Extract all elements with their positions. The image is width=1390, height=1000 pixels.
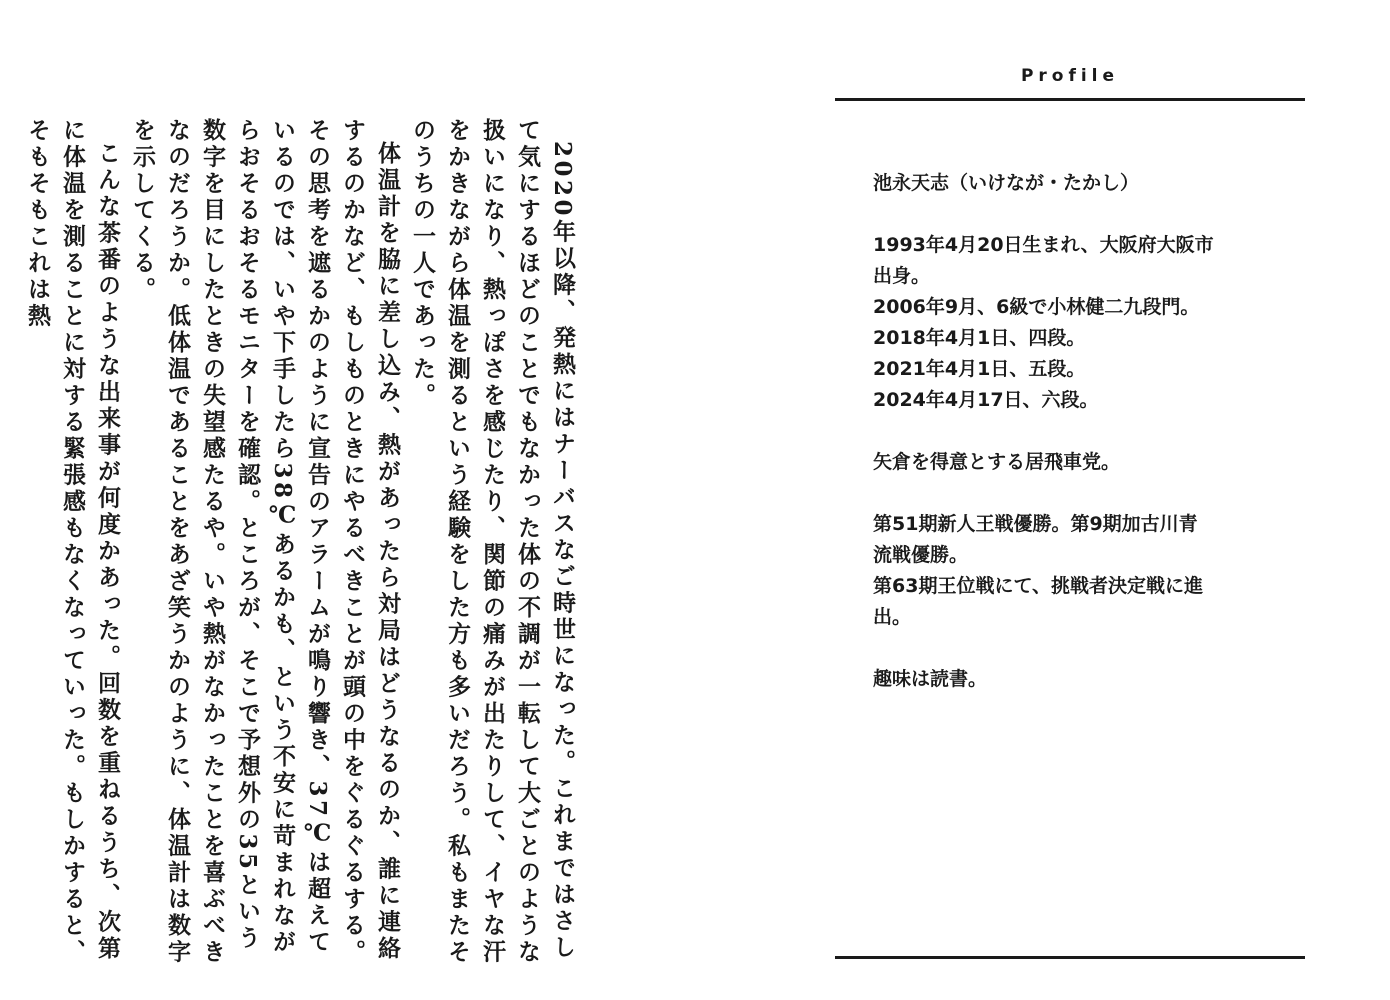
- career-line: 2006年9月、6級で小林健二九段門。: [873, 296, 1200, 318]
- profile-heading: Profile: [1020, 66, 1120, 86]
- essay-paragraph-1: 2020年以降、発熱にはナーバスなご時世になった。これまではさして気にするほどのことでもなかった体の不調が一転して大ごとのような扱いになり、熱っぽさを感じたり、関節の痛みが出たりして、イヤな汗をかきながら体温を測るという経験をした方も多いだろう。私もまたそのうちの一人であった。: [409, 118, 576, 966]
- essay-paragraph-2: 体温計を脇に差し込み、熱があったら対局はどうなるのか、誰に連絡するのかなど、もしものときにやるべきことが頭の中をぐるぐるする。その思考を遮るかのように宣告のアラームが鳴り響き、37℃は超えているのでは、いや下手したら38℃あるかも、という不安に苛まれながらおそるおそるモニターを確認。ところが、そこで予想外の35という数字を目にしたときの失望感たるや。いや熱がなかったことを喜ぶべきなのだろうか。低体温であることをあざ笑うかのように、体温計は数字を示してくる。: [129, 118, 401, 966]
- career-line: 2018年4月1日、四段。: [873, 327, 1086, 349]
- bottom-divider: [835, 956, 1305, 959]
- essay-paragraph-3: こんな茶番のような出来事が何度かあった。回数を重ねるうち、次第に体温を測ることに対する緊張感もなくなっていった。もしかすると、そもそもこれは熱: [24, 118, 121, 966]
- profile-body: [873, 168, 1278, 695]
- achievement-line: 流戦優勝。: [873, 544, 969, 566]
- profile-name: 池永天志（いけなが・たかし）: [873, 172, 1140, 194]
- style-line: 矢倉を得意とする居飛車党。: [873, 451, 1121, 473]
- profile-hobby: [873, 664, 1278, 695]
- top-divider: [835, 98, 1305, 101]
- achievement-line: 第63期王位戦にて、挑戦者決定戦に進: [873, 575, 1204, 597]
- career-line: 2021年4月1日、五段。: [873, 358, 1086, 380]
- profile-career: [873, 230, 1278, 416]
- career-line: 2024年4月17日、六段。: [873, 389, 1099, 411]
- achievement-line: 出。: [873, 606, 912, 628]
- hobby-line: 趣味は読書。: [873, 668, 988, 690]
- profile-style: [873, 447, 1278, 478]
- career-line: 出身。: [873, 265, 931, 287]
- essay-text: [24, 118, 580, 970]
- career-line: 1993年4月20日生まれ、大阪府大阪市: [873, 234, 1214, 256]
- achievement-line: 第51期新人王戦優勝。第9期加古川青: [873, 513, 1198, 535]
- profile-achievements: [873, 509, 1278, 633]
